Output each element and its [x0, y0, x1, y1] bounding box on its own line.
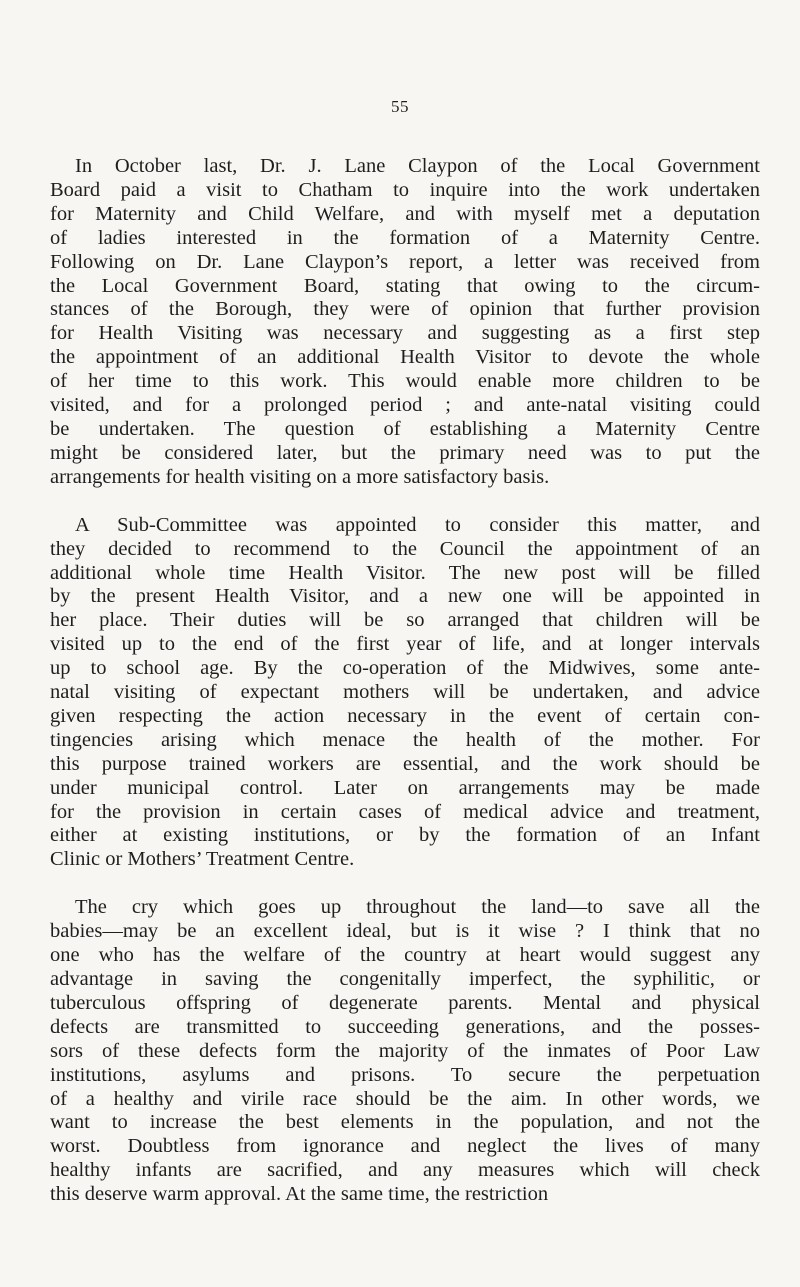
text-line: for Maternity and Child Welfare, and with myself met a deputation — [50, 202, 760, 225]
text-line: for the provision in certain cases of medical advice and treatment, — [50, 800, 760, 823]
text-line: additional whole time Health Visitor. The new post will be filled — [50, 561, 760, 584]
text-line: arrangements for health visiting on a more satisfactory basis. — [50, 465, 550, 488]
text-line: institutions, asylums and prisons. To secure the perpetuation — [50, 1063, 760, 1086]
page-number: 55 — [391, 97, 409, 116]
paragraph-cry-throughout-land — [50, 896, 760, 1207]
text-line: babies—may be an excellent ideal, but is it wise ? I think that no — [50, 920, 760, 943]
text-line: one who has the welfare of the country at heart would suggest any — [50, 944, 760, 967]
text-line: Board paid a visit to Chatham to inquire into the work undertaken — [50, 178, 760, 201]
text-line: be undertaken. The question of establishing a Maternity Centre — [50, 417, 760, 440]
text-line: either at existing institutions, or by the formation of an Infant — [50, 824, 760, 847]
text-line: might be considered later, but the primary need was to put the — [50, 441, 760, 464]
text-line: tuberculous offspring of degenerate parents. Mental and physical — [50, 991, 760, 1014]
text-line: advantage in saving the congenitally imperfect, the syphilitic, or — [50, 968, 760, 990]
text-line: A Sub-Committee was appointed to consider this matter, and — [75, 513, 760, 536]
text-line: this purpose trained workers are essential, and the work should be — [50, 752, 760, 775]
text-line: of her time to this work. This would enable more children to be — [50, 370, 760, 393]
text-line: given respecting the action necessary in the event of certain con- — [50, 704, 760, 727]
text-line: want to increase the best elements in the population, and not the — [50, 1111, 760, 1134]
paragraph-maternity-visit — [50, 155, 760, 490]
text-line: of a healthy and virile race should be the aim. In other words, we — [50, 1087, 760, 1110]
text-line: defects are transmitted to succeeding generations, and the posses- — [50, 1015, 760, 1038]
text-line: up to school age. By the co-operation of the Midwives, some ante- — [50, 657, 760, 680]
text-line: for Health Visiting was necessary and suggesting as a first step — [50, 322, 760, 345]
text-line: stances of the Borough, they were of opinion that further provision — [50, 298, 760, 321]
text-line: Following on Dr. Lane Claypon’s report, a letter was received from — [50, 250, 760, 273]
text-line: Clinic or Mothers’ Treatment Centre. — [50, 848, 355, 871]
text-line: her place. Their duties will be so arranged that children will be — [50, 609, 760, 632]
text-line: The cry which goes up throughout the land—to save all the — [75, 896, 760, 919]
text-line: under municipal control. Later on arrangements may be made — [50, 776, 760, 799]
text-line: sors of these defects form the majority of the inmates of Poor Law — [50, 1039, 760, 1062]
text-line: worst. Doubtless from ignorance and neglect the lives of many — [50, 1135, 760, 1158]
text-line: they decided to recommend to the Council the appointment of an — [50, 537, 760, 560]
text-line: of ladies interested in the formation of a Maternity Centre. — [50, 226, 760, 249]
text-line: natal visiting of expectant mothers will be undertaken, and advice — [50, 681, 760, 704]
text-line: In October last, Dr. J. Lane Claypon of the Local Government — [75, 155, 760, 177]
body-text — [50, 155, 760, 1207]
text-line: by the present Health Visitor, and a new one will be appointed in — [50, 585, 760, 608]
text-line: the appointment of an additional Health Visitor to devote the whole — [50, 346, 760, 369]
text-line: tingencies arising which menace the health of the mother. For — [50, 728, 760, 751]
text-line: healthy infants are sacrified, and any measures which will check — [50, 1159, 760, 1182]
text-line: visited up to the end of the first year of life, and at longer intervals — [50, 633, 760, 656]
paragraph-sub-committee — [50, 514, 760, 873]
text-line: visited, and for a prolonged period ; and ante-natal visiting could — [50, 394, 760, 417]
text-line: the Local Government Board, stating that owing to the circum- — [50, 274, 760, 297]
text-line: this deserve warm approval. At the same time, the restriction — [50, 1183, 549, 1206]
